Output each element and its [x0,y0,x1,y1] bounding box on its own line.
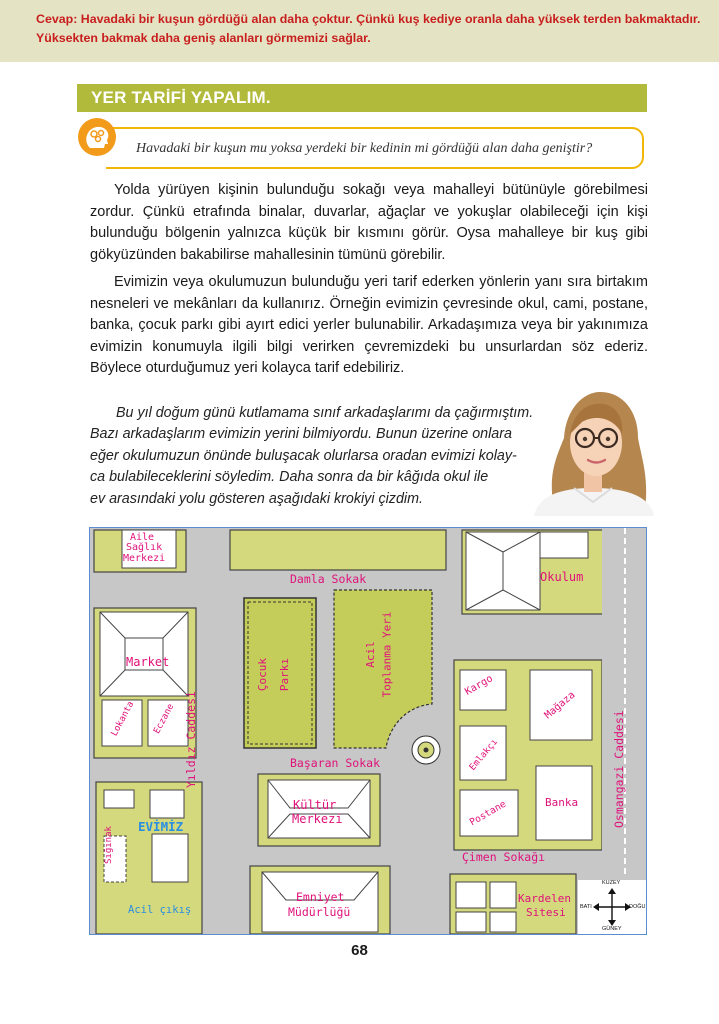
paragraph-1 [90,180,648,266]
map-label-health-1: Aile [130,532,155,543]
map-label-park-2: Parkı [278,657,292,692]
paragraph-2-text: Evimizin veya okulumuzun bulunduğu yeri tarif ederken yönlerin yanı sıra birtakım nesneleri ve mekânları da kullanırız. Örneğin evimizin çevresinde okul, cami, postane, banka, çocuk parkı gibi ayırt edici yerler bulunabilir. Arkadaşımıza veya bir yakınımıza evimizin konumuyla ilgili bilgi verirken çevremizdeki bu unsurlardan söz ederiz. Böylece oturduğumuz yeri kolayca tarif edebiliriz. [90,274,648,377]
map-label-home: EVİMİZ [138,819,184,834]
map-label-park-1: Çocuk [256,657,270,692]
compass-south: GÜNEY [602,926,622,932]
map-label-restaurant: Lokanta [109,699,137,739]
map-label-real-estate: Emlakçı [467,737,500,773]
story-line: Bu yıl doğum günü kutlamama sınıf arkadaşlarımı da çağırmıştım. [116,405,534,421]
section-heading-banner [77,84,647,112]
street-yildiz: Yıldız Caddesi [184,691,198,788]
street-cimen: Çimen Sokağı [462,850,546,864]
neighborhood-sketch-map [89,527,647,935]
street-osmangazi: Osmangazi Caddesi [612,710,626,828]
map-label-health-3: Merkezi [123,553,166,564]
map-label-bank: Banka [545,796,579,809]
story-line: Bazı arkadaşlarım evimizin yerini bilmiyordu. Bunun üzerine onlara [90,426,512,443]
map-label-pharmacy: Eczane [152,702,177,736]
compass-east: DOĞU [629,904,646,910]
street-basaran: Başaran Sokak [290,756,381,770]
map-drawing [90,528,646,934]
map-label-assembly-1: Acil [363,641,377,668]
map-label-store: Mağaza [542,689,578,722]
map-label-cargo: Kargo [463,673,495,698]
paragraph-2 [90,272,648,380]
answer-box [0,0,719,62]
answer-line-2: Yüksekten bakmak daha geniş alanları görmemizi sağlar. [36,31,371,45]
compass-north: KUZEY [602,880,621,886]
map-label-estate-1: Kardelen [518,892,571,905]
story-text [90,403,560,510]
map-label-culture-1: Kültür [293,798,337,812]
map-label-police-1: Emniyet [296,890,345,904]
question-text: Havadaki bir kuşun mu yoksa yerdeki bir kedinin mi gördüğü alan daha geniştir? [136,141,593,156]
street-damla: Damla Sokak [290,572,367,586]
paragraph-1-text: Yolda yürüyen kişinin bulunduğu sokağı veya mahalleyi bütünüyle görebilmesi zordur. Çünkü etrafında binalar, duvarlar, ağaçlar ve yokuşlar olabileceği için kişi bulunduğu bölgenin yalnızca küçük bir kısmını görür. Oysa mahalleye bir kuş gibi gökyüzünden bakabilirse mahallesinin tümünü görebilir. [90,182,648,263]
story-line: eğer okulumuzun önünde buluşacak olurlarsa oradan evimizi kolay- [90,447,517,464]
story-line: ev arasındaki yolu gösteren aşağıdaki krokiyi çizdim. [90,490,423,507]
map-label-health-2: Sağlık [126,542,163,553]
page-number: 68 [351,942,368,959]
compass-west: BATI [580,904,592,910]
girl-illustration [526,388,660,516]
question-box [106,127,644,169]
map-label-police-2: Müdürlüğü [288,905,351,919]
thinking-head-icon [78,118,116,156]
section-heading: YER TARİFİ YAPALIM. [91,88,271,107]
map-label-assembly-2: Toplanma Yeri [380,611,394,698]
story-line: ca bulabileceklerini söyledim. Daha sonra da bir kâğıda okul ile [90,469,489,486]
map-label-market: Market [126,655,170,669]
answer-line-1: Cevap: Havadaki bir kuşun gördüğü alan daha çoktur. Çünkü kuş kediye oranla daha yüksek terden bakmaktadır. [36,12,701,26]
map-label-post-office: Postane [467,798,509,829]
map-label-emergency-exit: Acil çıkış [128,904,192,916]
map-label-school: Okulum [540,570,584,584]
map-label-culture-2: Merkezi [292,812,343,826]
map-label-estate-2: Sitesi [526,906,566,919]
map-label-shelter: Sığınak [104,826,114,864]
